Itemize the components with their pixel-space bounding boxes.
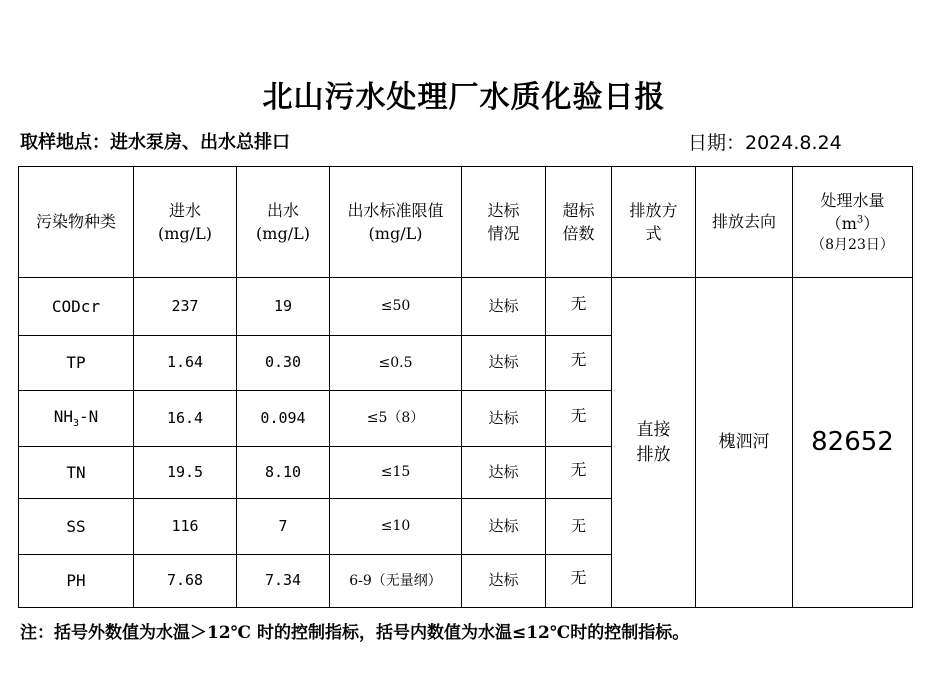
header-row <box>19 167 913 278</box>
limit-value: ≤15 <box>330 447 462 499</box>
header-inflow <box>134 167 237 278</box>
header-volume-unit: $(m^3)$ <box>825 213 880 233</box>
header-inflow-label: 进水 <box>168 200 201 220</box>
inflow-value: 1.64 <box>134 336 237 391</box>
outflow-value: 0.094 <box>237 391 330 447</box>
exceed-text: 无 <box>570 459 587 479</box>
inflow-value: 16.4 <box>134 391 237 447</box>
exceed-text: 无 <box>570 293 587 313</box>
limit-value: ≤10 <box>330 499 462 555</box>
volume-unit-superscript: 3 <box>856 214 864 226</box>
water-quality-table <box>18 166 913 608</box>
report-title: 北山污水处理厂水质化验日报 <box>262 80 666 115</box>
status-value: 达标 <box>462 555 546 608</box>
header-outflow-unit: (mg/L) <box>256 224 310 243</box>
pollutant-name-main: NH <box>53 407 73 427</box>
header-volume-label: 处理水量 <box>820 190 885 210</box>
header-status-line2: 情况 <box>487 224 520 243</box>
status-value: 达标 <box>462 499 546 555</box>
inflow-value: 237 <box>134 278 237 336</box>
header-discharge-method-line2: 式 <box>645 224 662 243</box>
outflow-value: 0.30 <box>237 336 330 391</box>
pollutant-name: CODcr <box>19 278 134 336</box>
status-value: 达标 <box>462 336 546 391</box>
treated-volume: 82652 <box>793 278 913 608</box>
header-exceed-line2: 倍数 <box>562 224 595 243</box>
pollutant-name <box>19 391 134 447</box>
header-discharge-method <box>612 167 696 278</box>
header-outflow-label: 出水 <box>266 200 299 220</box>
header-pollutant: 污染物种类 <box>19 167 134 278</box>
pollutant-name: SS <box>19 499 134 555</box>
table-row <box>19 278 913 336</box>
exceed-value <box>546 278 612 336</box>
pollutant-name: TP <box>19 336 134 391</box>
exceed-value <box>546 555 612 608</box>
report-date: 日期：2024.8.24 <box>688 132 842 154</box>
inflow-value: 116 <box>134 499 237 555</box>
pollutant-name: TN <box>19 447 134 499</box>
limit-value: ≤50 <box>330 278 462 336</box>
exceed-text: 无 <box>570 405 587 425</box>
exceed-text: 无 <box>570 350 587 370</box>
outflow-value: 7.34 <box>237 555 330 608</box>
exceed-value <box>546 336 612 391</box>
pollutant-name-subscript: 3 <box>72 418 80 430</box>
footnote: 注：括号外数值为水温＞12℃ 时的控制指标，括号内数值为水温≤12℃时的控制指标。 <box>20 623 690 643</box>
header-limit <box>330 167 462 278</box>
sampling-location: 取样地点：进水泵房、出水总排口 <box>20 132 290 153</box>
status-value: 达标 <box>462 278 546 336</box>
header-limit-label: 出水标准限值 <box>347 200 444 220</box>
header-volume <box>793 167 913 278</box>
exceed-value <box>546 391 612 447</box>
inflow-value: 7.68 <box>134 555 237 608</box>
pollutant-name-tail: -N <box>79 407 99 427</box>
discharge-method <box>612 278 696 608</box>
outflow-value: 7 <box>237 499 330 555</box>
exceed-text: 无 <box>570 568 587 588</box>
header-exceed <box>546 167 612 278</box>
volume-unit: m <box>841 213 857 233</box>
exceed-value <box>546 447 612 499</box>
discharge-destination: 槐泗河 <box>696 278 793 608</box>
inflow-value: 19.5 <box>134 447 237 499</box>
limit-value: ≤0.5 <box>330 336 462 391</box>
exceed-value: 无 <box>546 499 612 555</box>
header-limit-unit: (mg/L) <box>368 224 423 243</box>
status-value: 达标 <box>462 391 546 447</box>
status-value: 达标 <box>462 447 546 499</box>
header-outflow <box>237 167 330 278</box>
header-status <box>462 167 546 278</box>
header-discharge-destination: 排放去向 <box>696 167 793 278</box>
header-status-line1: 达标 <box>487 200 520 220</box>
outflow-value: 8.10 <box>237 447 330 499</box>
discharge-method-line1: 直接 <box>636 419 671 440</box>
header-volume-date: （8月23日） <box>811 237 894 254</box>
header-discharge-method-line1: 排放方 <box>629 200 678 220</box>
pollutant-name: PH <box>19 555 134 608</box>
limit-value: 6-9（无量纲） <box>330 555 462 608</box>
header-inflow-unit: (mg/L) <box>158 224 212 243</box>
header-exceed-line1: 超标 <box>562 200 595 220</box>
discharge-method-line2: 排放 <box>636 444 671 465</box>
outflow-value: 19 <box>237 278 330 336</box>
limit-value: ≤5（8） <box>330 391 462 447</box>
